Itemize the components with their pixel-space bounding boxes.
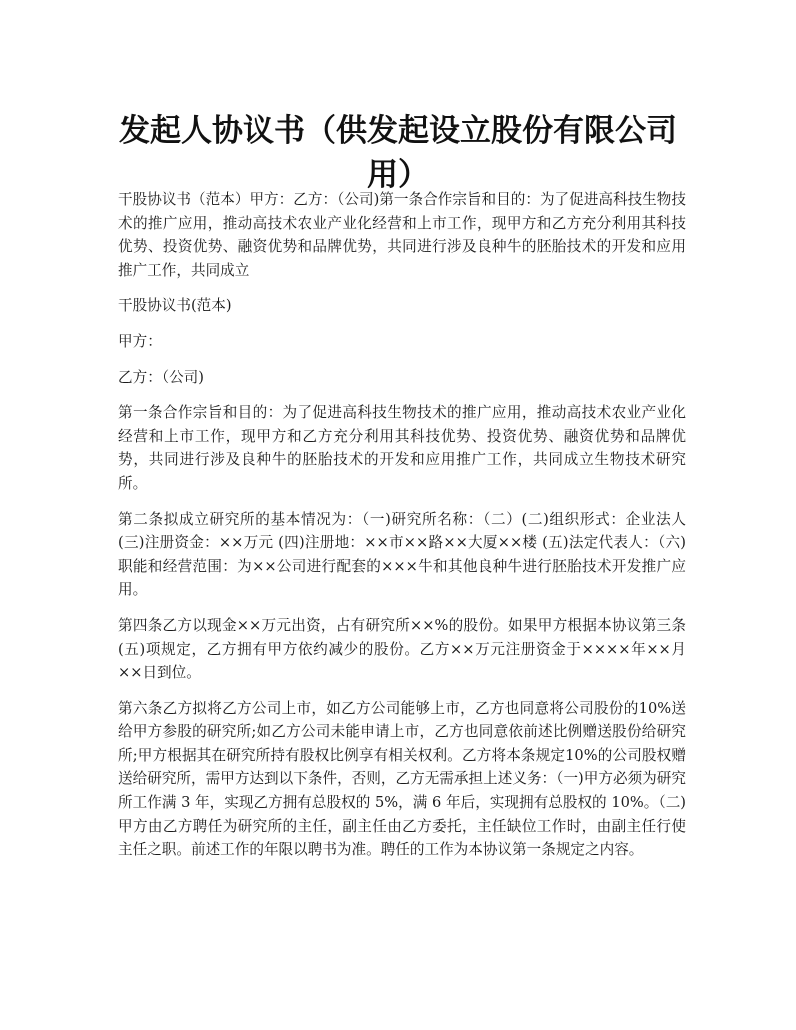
paragraph-article-6: 第六条乙方拟将乙方公司上市，如乙方公司能够上市，乙方也同意将公司股份的10%送给甲方参股的研究所;如乙方公司未能申请上市，乙方也同意依前述比例赠送股份给研究所;甲方根据其在研究所持有股权比例享有相关权利。乙方将本条规定10%的公司股权赠送给研究所，需甲方达到以下条件，否则，乙方无需承担上述义务：（一)甲方必须为研究所工作满 3 年，实现乙方拥有总股权的 5%，满 6 年后，实现拥有总股权的 10%。（二)甲方由乙方聘任为研究所的主任，副主任由乙方委托，主任缺位工作时，由副主任行使主任之职。前述工作的年限以聘书为准。聘任的工作为本协议第一条规定之内容。 xyxy=(118,699,686,859)
paragraph-heading: 干股协议书(范本) xyxy=(118,297,232,315)
paragraph-article-2: 第二条拟成立研究所的基本情况为：（一)研究所名称：（二）(二)组织形式：企业法人 (三)注册资金：××万元 (四)注册地：××市××路××大厦××楼 (五)法定代表人：（六)职能和经营范围：为××公司进行配套的×××牛和其他良种牛进行胚胎技术开发推广应用。 xyxy=(118,510,686,599)
paragraph-article-4: 第四条乙方以现金××万元出资，占有研究所××%的股份。如果甲方根据本协议第三条(五)项规定，乙方拥有甲方依约减少的股份。乙方××万元注册资金于××××年××月××日到位。 xyxy=(118,616,686,682)
paragraph-article-1: 第一条合作宗旨和目的：为了促进高科技生物技术的推广应用，推动高技术农业产业化经营和上市工作，现甲方和乙方充分利用其科技优势、投资优势、融资优势和品牌优势，共同进行涉及良种牛的胚胎技术的开发和应用推广工作，共同成立生物技术研究所。 xyxy=(118,404,686,492)
paragraph-party-a: 甲方： xyxy=(118,332,162,350)
paragraph-party-b: 乙方：（公司) xyxy=(118,368,204,386)
paragraph-summary: 干股协议书（范本）甲方：乙方：（公司)第一条合作宗旨和目的：为了促进高科技生物技术的推广应用，推动高技术农业产业化经营和上市工作，现甲方和乙方充分利用其科技优势、投资优势、融资优势和品牌优势，共同进行涉及良种牛的胚胎技术的开发和应用推广工作，共同成立 xyxy=(118,191,686,279)
document-title: 发起人协议书（供发起设立股份有限公司用） xyxy=(119,112,677,193)
document-body xyxy=(118,188,686,874)
